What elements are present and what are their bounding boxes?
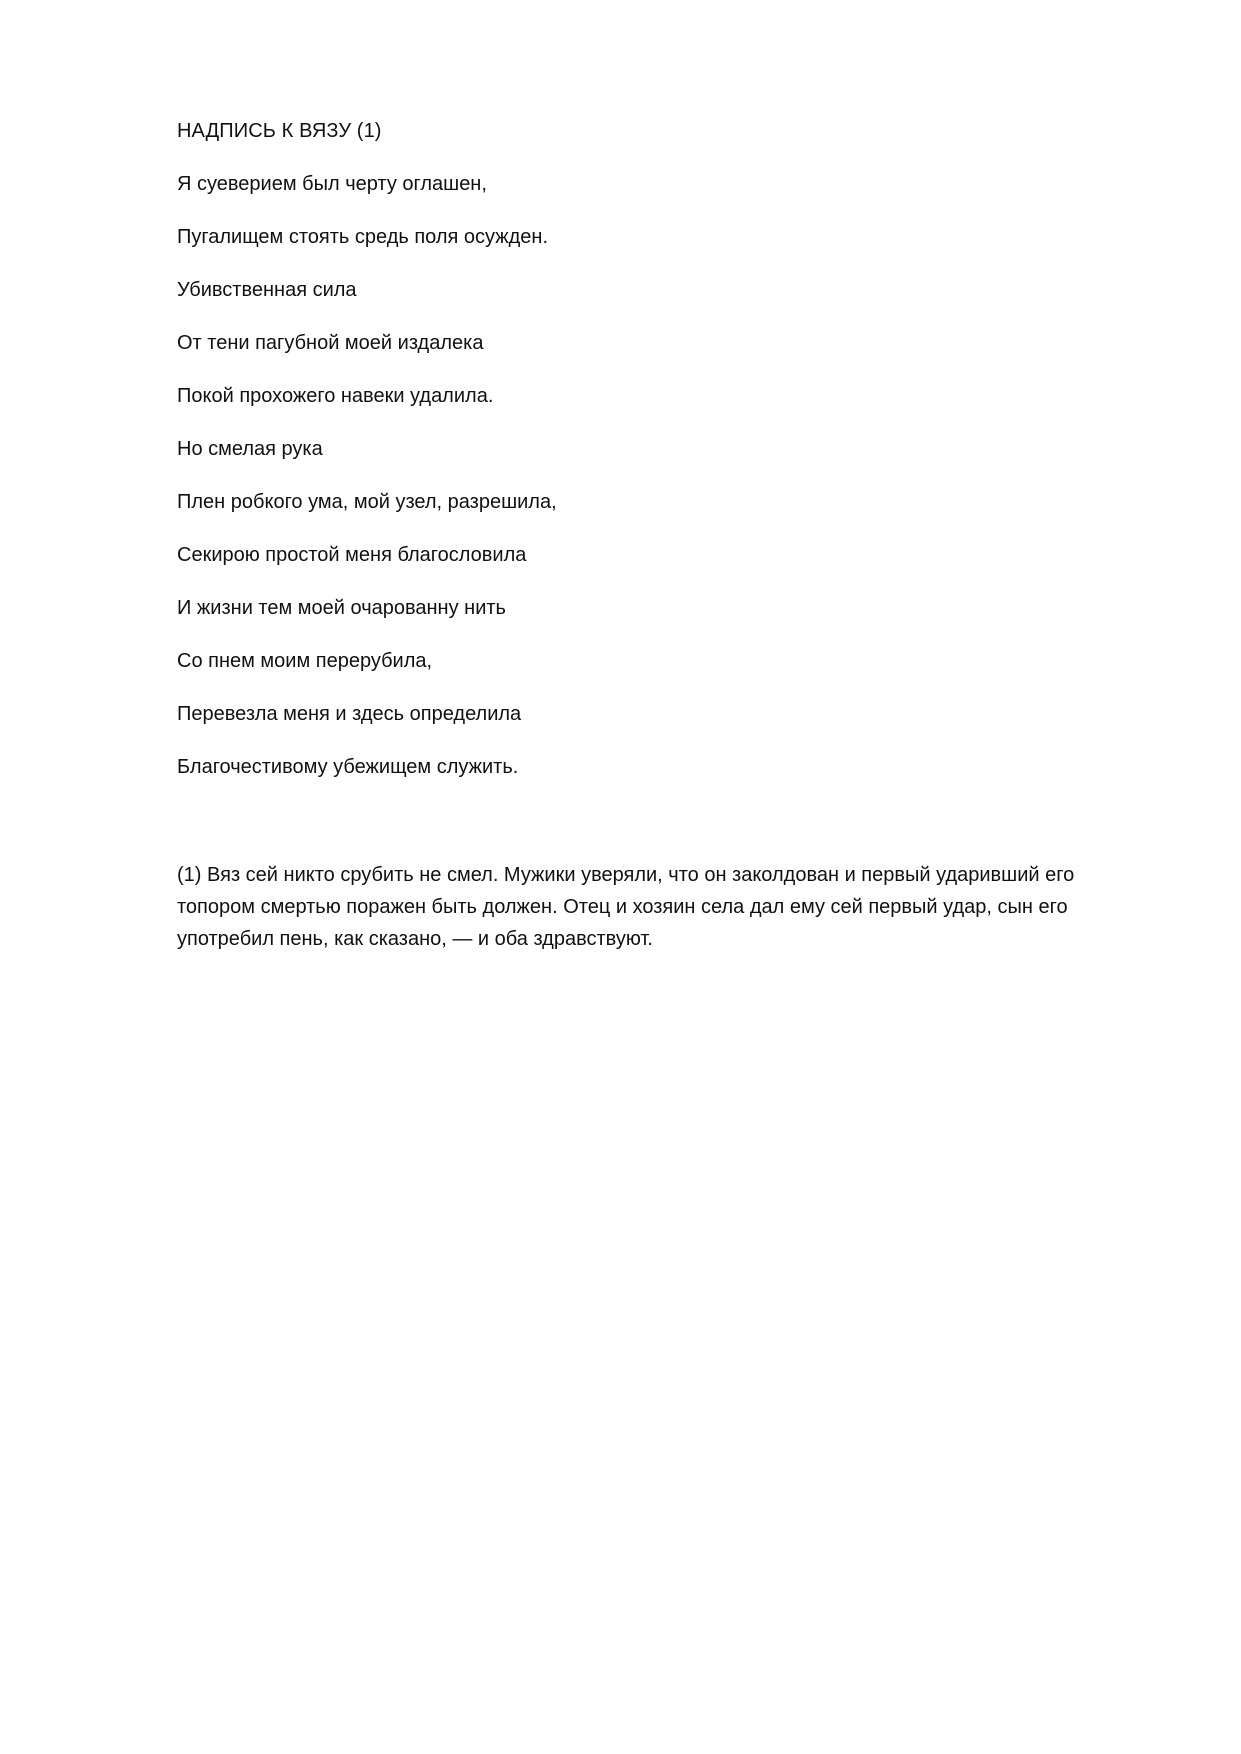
poem-line: Я суеверием был черту оглашен, <box>177 173 487 195</box>
poem-line: Но смелая рука <box>177 438 323 460</box>
poem-line: Секирою простой меня благословила <box>177 544 527 566</box>
poem-line: Пугалищем стоять средь поля осужден. <box>177 226 549 248</box>
poem-line: От тени пагубной моей издалека <box>177 332 484 354</box>
poem-line: Покой прохожего навеки удалила. <box>177 385 494 407</box>
poem-section <box>177 119 1137 808</box>
footnote-text: (1) Вяз сей никто срубить не смел. Мужики уверяли, что он заколдован и первый ударивший его топором смертью поражен быть должен. Отец и хозяин села дал ему сей первый удар, сын его употребил пень, как сказано, — и оба здравствуют. <box>177 864 1075 950</box>
poem-line: Благочестивому убежищем служить. <box>177 756 519 778</box>
poem-line: Убивственная сила <box>177 279 357 301</box>
poem-line: Перевезла меня и здесь определила <box>177 703 522 725</box>
poem-lines <box>177 172 1137 779</box>
poem-line: И жизни тем моей очарованну нить <box>177 597 506 619</box>
poem-line: Со пнем моим перерубила, <box>177 650 433 672</box>
poem-title: НАДПИСЬ К ВЯЗУ (1) <box>177 120 382 142</box>
poem-line: Плен робкого ума, мой узел, разрешила, <box>177 491 557 513</box>
